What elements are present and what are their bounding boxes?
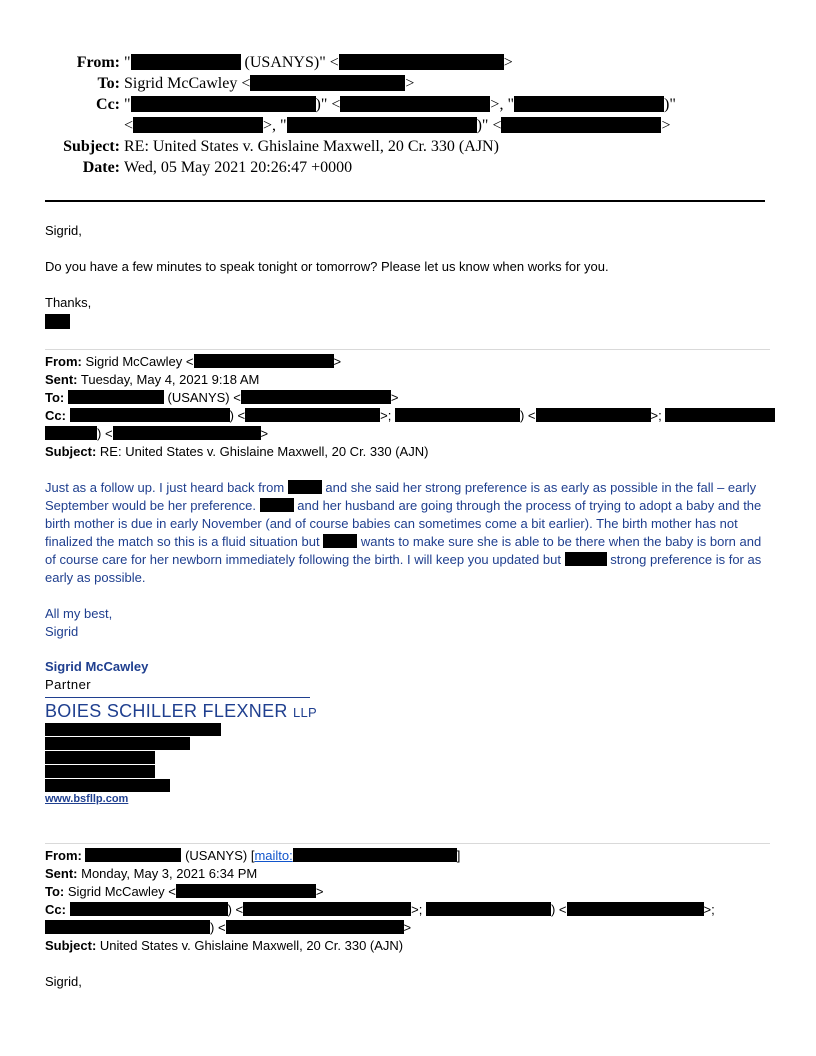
redaction <box>226 920 404 934</box>
redaction <box>133 117 263 133</box>
cc-label: Cc: <box>96 96 120 113</box>
m2-to-label: To: <box>45 390 65 405</box>
mailto-link[interactable]: mailto: <box>254 848 293 863</box>
to-value: Sigrid McCawley <box>124 75 238 92</box>
redaction <box>45 723 221 736</box>
signature-name: Sigrid McCawley <box>45 659 149 674</box>
signature-divider <box>45 697 310 698</box>
message2-signoff: All my best, <box>45 606 113 621</box>
m3-from-value: (USANYS) <box>185 848 248 863</box>
m2-cc-label: Cc: <box>45 408 66 423</box>
m2-to-value: (USANYS) <box>167 390 230 405</box>
redaction <box>85 848 181 862</box>
subject-value: RE: United States v. Ghislaine Maxwell, 20 Cr. 330 (AJN) <box>124 138 499 155</box>
to-label: To: <box>97 75 120 92</box>
m2-subject-label: Subject: <box>45 444 97 459</box>
redaction <box>567 902 704 916</box>
redaction <box>45 314 70 329</box>
redaction <box>287 117 477 133</box>
m3-subject-value: United States v. Ghislaine Maxwell, 20 Cr. 330 (AJN) <box>99 938 404 953</box>
redaction <box>68 390 164 404</box>
message3-meta: From: (USANYS) [mailto: ] Sent: Monday, May 3, 2021 6:34 PM To: Sigrid McCawley < > Cc: ) < >; ) < >; ) < > Subject: United States v. Ghislaine Maxwell, 20 Cr. 330 (AJN) <box>45 848 715 953</box>
message1-body: Do you have a few minutes to speak tonight or tomorrow? Please let us know when works for you. <box>45 259 609 274</box>
message2-meta: From: Sigrid McCawley < > Sent: Tuesday, May 4, 2021 9:18 AM To: (USANYS) < > Cc: ) < >; ) < >; ) < > Subject: RE: United States v. Ghislaine Maxwell, 20 Cr. 330 (AJN) <box>45 353 775 461</box>
m3-to-label: To: <box>45 884 65 899</box>
redaction <box>501 117 661 133</box>
redaction <box>514 96 664 112</box>
signature-title: Partner <box>45 677 92 692</box>
m3-to-value: Sigrid McCawley <box>67 884 165 899</box>
message1-greeting: Sigrid, <box>45 223 82 238</box>
m2-from-value: Sigrid McCawley <box>85 354 183 369</box>
redaction <box>70 408 230 422</box>
redaction <box>243 902 411 916</box>
redaction <box>565 552 607 566</box>
redaction <box>45 737 190 750</box>
m3-sent-value: Monday, May 3, 2021 6:34 PM <box>81 866 258 881</box>
m3-sent-label: Sent: <box>45 866 78 881</box>
redaction <box>45 779 170 792</box>
header-divider <box>45 200 765 202</box>
message2-paragraph: Just as a follow up. I just heard back from and she said her strong preference is as early as possible in the fall – early September would be her preference. and her husband are going through the process of trying to adopt a baby and the birth mother is due in early November (and of course babies can sometimes come a bit earlier). The birth mother has not finalized the match so this is a fluid situation but wants to make sure she is able to be there when the baby is born and of course care for her newborn immediately following the birth. I will keep you updated but strong preference is for as early as possible. <box>45 480 762 585</box>
redaction <box>536 408 651 422</box>
m2-from-label: From: <box>45 354 82 369</box>
from-value: (USANYS)" <box>244 54 326 71</box>
m3-cc-label: Cc: <box>45 902 66 917</box>
redaction <box>241 390 391 404</box>
m2-sent-value: Tuesday, May 4, 2021 9:18 AM <box>80 372 260 387</box>
from-label: From: <box>76 54 120 71</box>
redaction <box>131 96 316 112</box>
redaction <box>665 408 775 422</box>
date-label: Date: <box>82 159 120 176</box>
redaction <box>176 884 316 898</box>
redaction <box>45 765 155 778</box>
redaction <box>250 75 405 91</box>
redaction <box>395 408 520 422</box>
message-separator <box>45 349 770 350</box>
date-value: Wed, 05 May 2021 20:26:47 +0000 <box>124 159 353 176</box>
redaction <box>260 498 294 512</box>
message2-signoff-name: Sigrid <box>45 624 79 639</box>
redaction <box>426 902 551 916</box>
redaction <box>288 480 322 494</box>
redaction <box>194 354 334 368</box>
redaction <box>113 426 261 440</box>
redaction <box>323 534 357 548</box>
redaction <box>339 54 504 70</box>
m3-subject-label: Subject: <box>45 938 97 953</box>
message-separator <box>45 843 770 844</box>
message1-closing: Thanks, <box>45 295 92 310</box>
message3-greeting: Sigrid, <box>45 974 82 989</box>
redaction <box>293 848 457 862</box>
m2-subject-value: RE: United States v. Ghislaine Maxwell, 20 Cr. 330 (AJN) <box>99 444 429 459</box>
m2-sent-label: Sent: <box>45 372 78 387</box>
redaction <box>45 426 97 440</box>
firm-website-link[interactable]: www.bsfllp.com <box>45 793 129 805</box>
m3-from-label: From: <box>45 848 82 863</box>
redaction <box>340 96 490 112</box>
redaction <box>45 920 210 934</box>
redaction <box>70 902 228 916</box>
redaction <box>131 54 241 70</box>
redaction <box>245 408 380 422</box>
subject-label: Subject: <box>63 138 120 155</box>
firm-logo-text: BOIES SCHILLER FLEXNER LLP <box>45 701 318 721</box>
redaction <box>45 751 155 764</box>
